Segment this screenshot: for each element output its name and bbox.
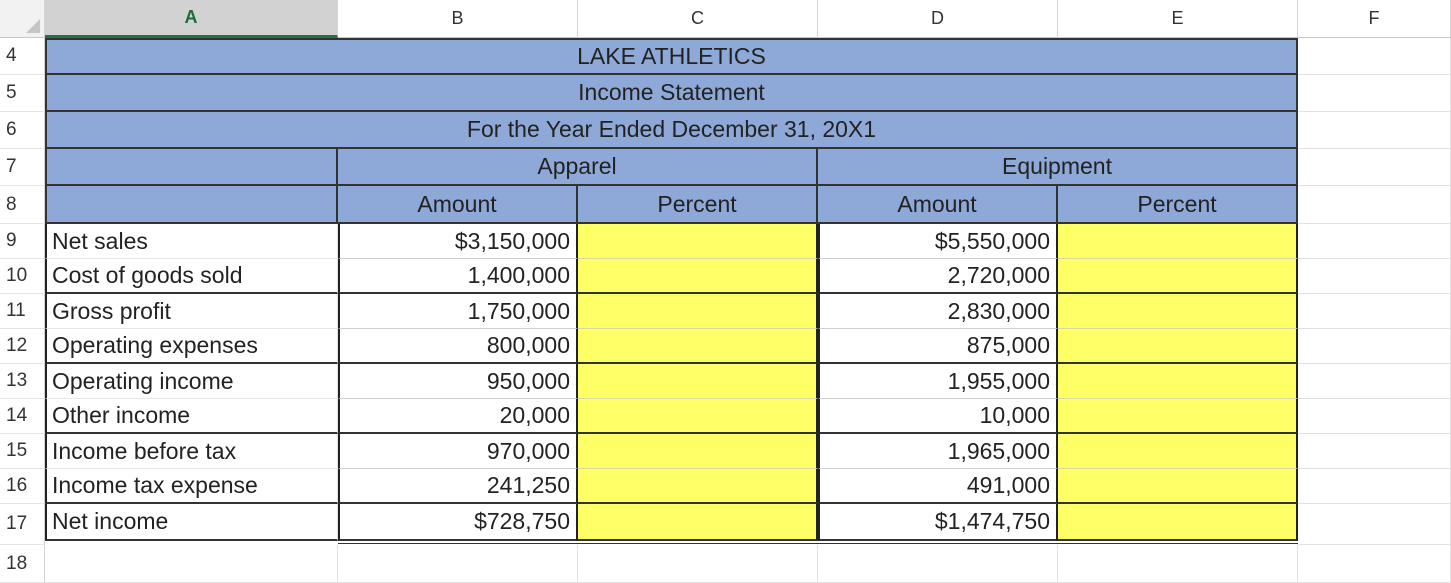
cell-f16[interactable] <box>1298 469 1451 504</box>
cell-f9[interactable] <box>1298 224 1451 259</box>
apparel-percent-input[interactable] <box>578 259 818 294</box>
equipment-percent-input[interactable] <box>1058 504 1298 541</box>
equipment-amount-header[interactable]: Amount <box>818 186 1058 224</box>
period-title[interactable]: For the Year Ended December 31, 20X1 <box>45 112 1298 149</box>
apparel-percent-input[interactable] <box>578 399 818 434</box>
equipment-amount-cell[interactable]: 2,720,000 <box>818 259 1058 294</box>
column-header-d[interactable]: D <box>818 0 1058 38</box>
apparel-percent-input[interactable] <box>578 329 818 364</box>
row-header-12[interactable]: 12 <box>0 329 45 364</box>
apparel-amount-cell[interactable]: $3,150,000 <box>338 224 578 259</box>
apparel-percent-header[interactable]: Percent <box>578 186 818 224</box>
cell-f11[interactable] <box>1298 294 1451 329</box>
row-header-16[interactable]: 16 <box>0 469 45 504</box>
row-header-15[interactable]: 15 <box>0 434 45 469</box>
equipment-percent-input[interactable] <box>1058 259 1298 294</box>
cell-f12[interactable] <box>1298 329 1451 364</box>
apparel-amount-cell[interactable]: 1,400,000 <box>338 259 578 294</box>
equipment-percent-input[interactable] <box>1058 469 1298 504</box>
line-item-label[interactable]: Other income <box>45 399 338 434</box>
row-header-11[interactable]: 11 <box>0 294 45 329</box>
equipment-percent-input[interactable] <box>1058 294 1298 329</box>
apparel-amount-header[interactable]: Amount <box>338 186 578 224</box>
equipment-amount-cell[interactable]: 10,000 <box>818 399 1058 434</box>
line-item-label[interactable]: Net income <box>45 504 338 541</box>
cell-f7[interactable] <box>1298 149 1451 186</box>
apparel-amount-cell[interactable]: 800,000 <box>338 329 578 364</box>
apparel-percent-input[interactable] <box>578 469 818 504</box>
row-header-13[interactable]: 13 <box>0 364 45 399</box>
equipment-group-header[interactable]: Equipment <box>818 149 1298 186</box>
line-item-label[interactable]: Cost of goods sold <box>45 259 338 294</box>
apparel-group-header[interactable]: Apparel <box>338 149 818 186</box>
cell-d18[interactable] <box>818 545 1058 583</box>
row-header-18[interactable]: 18 <box>0 545 45 583</box>
apparel-percent-input[interactable] <box>578 504 818 541</box>
equipment-percent-input[interactable] <box>1058 224 1298 259</box>
cell-a18[interactable] <box>45 545 338 583</box>
column-header-f[interactable]: F <box>1298 0 1451 38</box>
apparel-percent-input[interactable] <box>578 434 818 469</box>
cell-f5[interactable] <box>1298 75 1451 112</box>
row-header-17[interactable]: 17 <box>0 504 45 545</box>
line-item-label[interactable]: Gross profit <box>45 294 338 329</box>
cell-f17[interactable] <box>1298 504 1451 545</box>
cell-f4[interactable] <box>1298 38 1451 75</box>
cell-a7[interactable] <box>45 149 338 186</box>
apparel-percent-input[interactable] <box>578 224 818 259</box>
line-item-label[interactable]: Operating income <box>45 364 338 399</box>
row-header-7[interactable]: 7 <box>0 149 45 186</box>
line-item-label[interactable]: Net sales <box>45 224 338 259</box>
cell-f8[interactable] <box>1298 186 1451 224</box>
apparel-amount-cell[interactable]: 1,750,000 <box>338 294 578 329</box>
apparel-amount-cell[interactable]: 241,250 <box>338 469 578 504</box>
apparel-amount-cell[interactable]: 970,000 <box>338 434 578 469</box>
equipment-amount-cell[interactable]: 1,965,000 <box>818 434 1058 469</box>
equipment-percent-input[interactable] <box>1058 399 1298 434</box>
line-item-label[interactable]: Income tax expense <box>45 469 338 504</box>
equipment-amount-cell[interactable]: $5,550,000 <box>818 224 1058 259</box>
cell-e18[interactable] <box>1058 545 1298 583</box>
column-header-c[interactable]: C <box>578 0 818 38</box>
apparel-percent-input[interactable] <box>578 294 818 329</box>
equipment-amount-cell[interactable]: 1,955,000 <box>818 364 1058 399</box>
equipment-percent-input[interactable] <box>1058 364 1298 399</box>
row-header-4[interactable]: 4 <box>0 38 45 75</box>
cell-f13[interactable] <box>1298 364 1451 399</box>
equipment-percent-input[interactable] <box>1058 329 1298 364</box>
apparel-amount-cell[interactable]: 950,000 <box>338 364 578 399</box>
equipment-amount-cell[interactable]: 491,000 <box>818 469 1058 504</box>
row-header-10[interactable]: 10 <box>0 259 45 294</box>
cell-f15[interactable] <box>1298 434 1451 469</box>
select-all-corner[interactable] <box>0 0 45 38</box>
cell-f18[interactable] <box>1298 545 1451 583</box>
row-header-6[interactable]: 6 <box>0 112 45 149</box>
apparel-percent-input[interactable] <box>578 364 818 399</box>
statement-title[interactable]: Income Statement <box>45 75 1298 112</box>
select-all-triangle-icon <box>26 19 40 33</box>
double-underline <box>338 543 1298 544</box>
equipment-amount-cell[interactable]: 2,830,000 <box>818 294 1058 329</box>
cell-f10[interactable] <box>1298 259 1451 294</box>
row-header-14[interactable]: 14 <box>0 399 45 434</box>
equipment-percent-header[interactable]: Percent <box>1058 186 1298 224</box>
line-item-label[interactable]: Income before tax <box>45 434 338 469</box>
row-header-9[interactable]: 9 <box>0 224 45 259</box>
row-header-5[interactable]: 5 <box>0 75 45 112</box>
cell-a8[interactable] <box>45 186 338 224</box>
column-header-a[interactable]: A <box>45 0 338 38</box>
cell-c18[interactable] <box>578 545 818 583</box>
equipment-percent-input[interactable] <box>1058 434 1298 469</box>
equipment-amount-cell[interactable]: $1,474,750 <box>818 504 1058 541</box>
company-title[interactable]: LAKE ATHLETICS <box>45 38 1298 75</box>
column-header-e[interactable]: E <box>1058 0 1298 38</box>
equipment-amount-cell[interactable]: 875,000 <box>818 329 1058 364</box>
cell-b18[interactable] <box>338 545 578 583</box>
row-header-8[interactable]: 8 <box>0 186 45 224</box>
column-header-b[interactable]: B <box>338 0 578 38</box>
line-item-label[interactable]: Operating expenses <box>45 329 338 364</box>
cell-f6[interactable] <box>1298 112 1451 149</box>
apparel-amount-cell[interactable]: $728,750 <box>338 504 578 541</box>
cell-f14[interactable] <box>1298 399 1451 434</box>
apparel-amount-cell[interactable]: 20,000 <box>338 399 578 434</box>
